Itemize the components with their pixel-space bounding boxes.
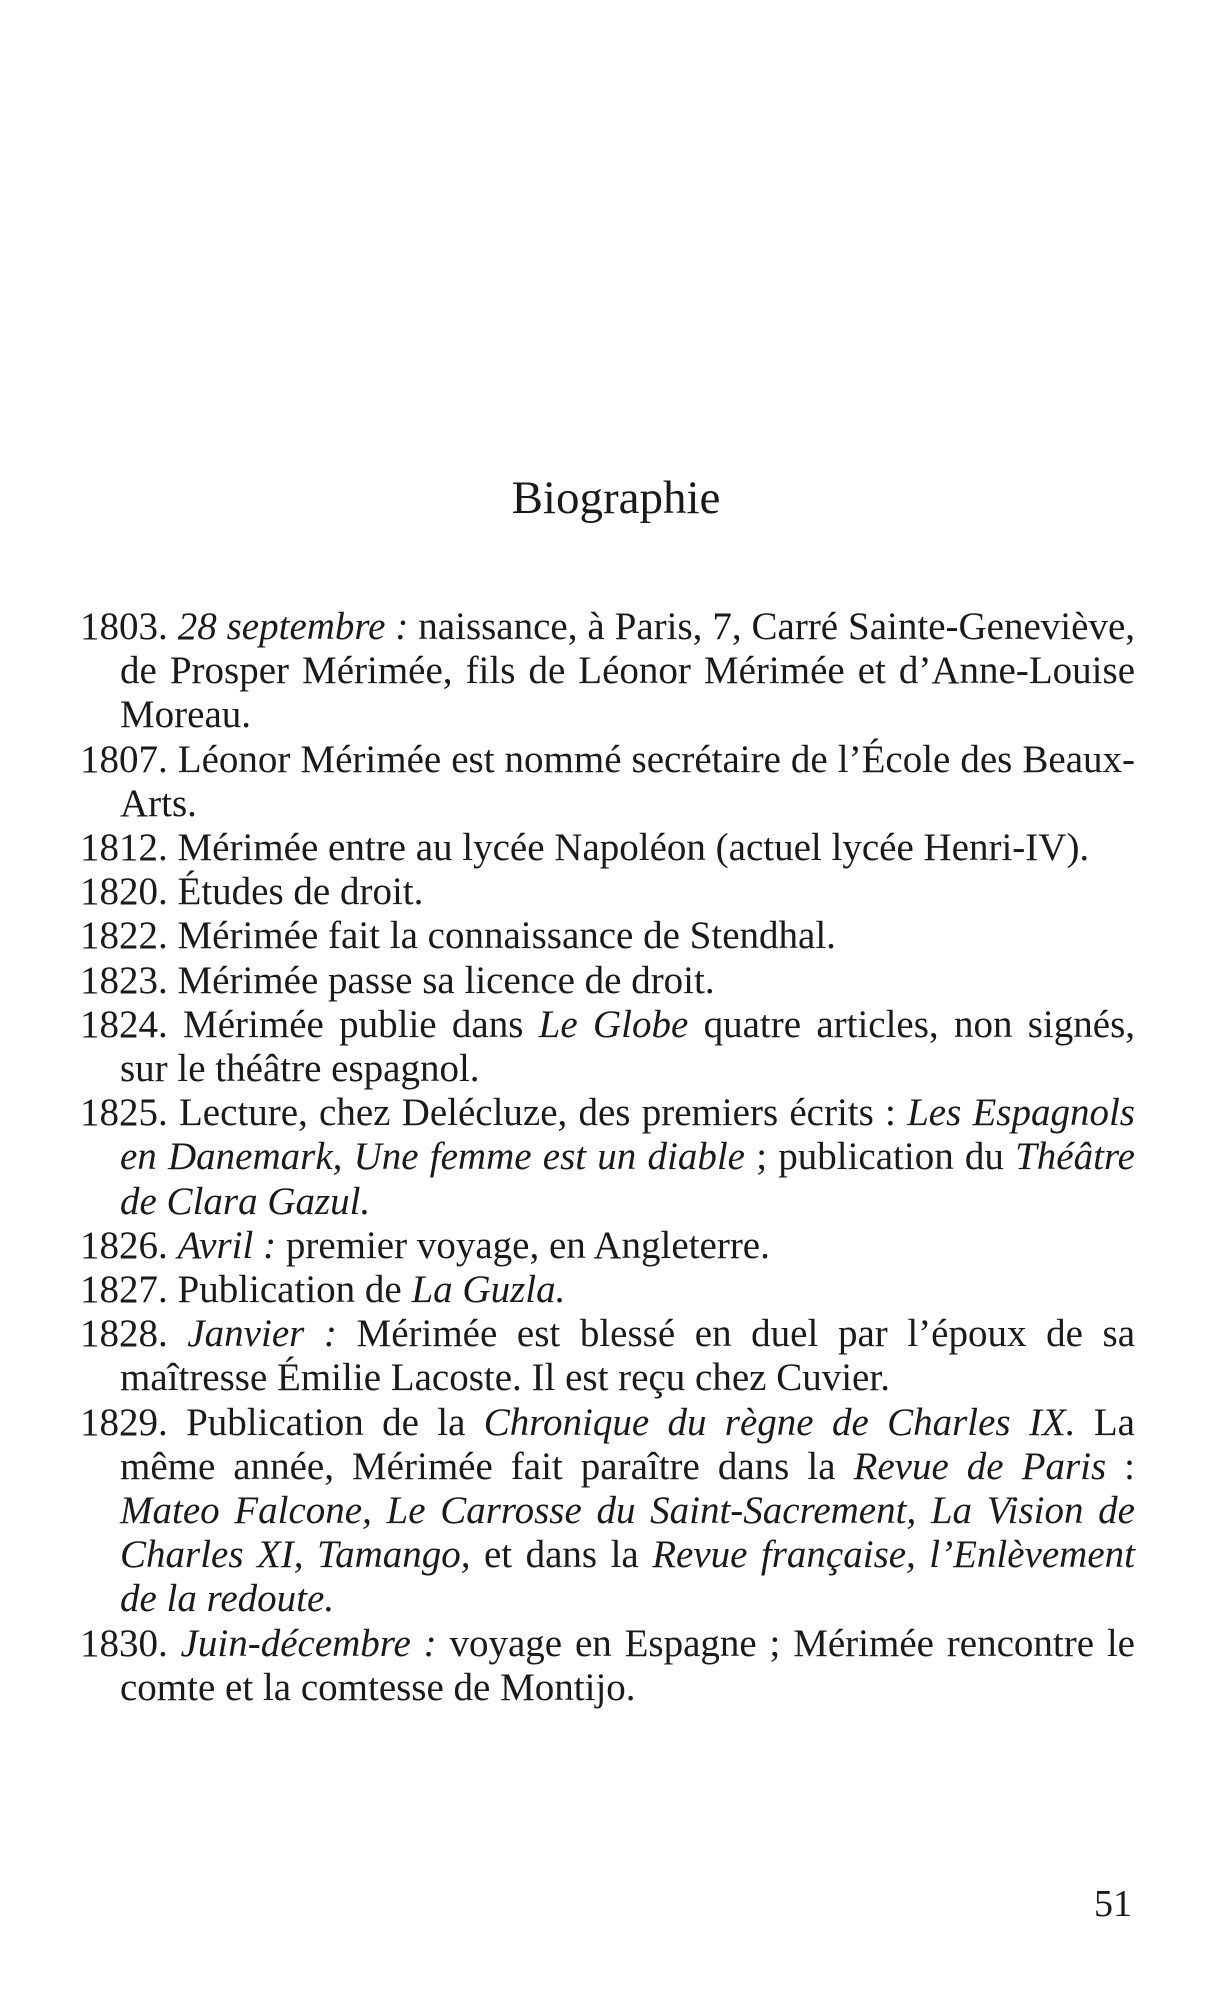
biography-entry bbox=[80, 1091, 1135, 1224]
biography-entry bbox=[80, 870, 1135, 914]
biography-entry bbox=[80, 605, 1135, 738]
biography-entry bbox=[80, 1003, 1135, 1091]
entry-text: Publication de bbox=[177, 1268, 412, 1312]
entry-text: Études de droit. bbox=[177, 870, 424, 914]
entry-text: ; publication du bbox=[744, 1135, 1016, 1179]
biography-entry bbox=[80, 959, 1135, 1003]
entry-year: 1820. bbox=[80, 870, 168, 914]
page-number: 51 bbox=[1094, 1883, 1132, 1925]
biography-entry bbox=[80, 1622, 1135, 1710]
entry-text-italic: Le Globe bbox=[538, 1002, 689, 1046]
entry-text: Mérimée passe sa licence de droit. bbox=[177, 958, 715, 1002]
entry-text: naissance, à Paris, 7, Carré Sainte-Geneviève, de Prosper Mérimée, fils de Léonor Mérimée et d’Anne-Louise Moreau. bbox=[120, 605, 1136, 737]
entry-text-italic: Avril : bbox=[177, 1223, 277, 1267]
entry-text: Lecture, chez Delécluze, des premiers écrits : bbox=[178, 1091, 908, 1135]
entry-year: 1825. bbox=[80, 1091, 168, 1135]
biography-entry bbox=[80, 1268, 1135, 1312]
biography-entry bbox=[80, 1224, 1135, 1268]
entry-year: 1822. bbox=[80, 914, 168, 958]
page-title: Biographie bbox=[511, 472, 721, 524]
entry-text-italic: La Guzla. bbox=[411, 1268, 566, 1312]
entry-text-italic: Théâtre de Clara Gazul. bbox=[120, 1135, 1135, 1223]
entry-text-italic: Revue de Paris bbox=[853, 1444, 1107, 1488]
entry-year: 1829. bbox=[80, 1400, 168, 1444]
entry-year: 1803. bbox=[80, 605, 168, 648]
entry-year: 1826. bbox=[80, 1223, 168, 1267]
entry-text: : bbox=[1106, 1444, 1135, 1488]
entry-text-italic: Les Espagnols en Danemark, Une femme est un diable bbox=[120, 1091, 1135, 1179]
entry-year: 1812. bbox=[80, 826, 168, 870]
entry-text: Publication de la bbox=[186, 1400, 484, 1444]
entry-text: La même année, Mérimée fait paraître dans la bbox=[120, 1400, 1135, 1488]
entry-text-italic: Juin-décembre : bbox=[180, 1621, 437, 1665]
entry-text-italic: Mateo Falcone, Le Carrosse du Saint-Sacrement, La Vision de Charles XI, Tamango, bbox=[120, 1489, 1135, 1577]
entry-year: 1830. bbox=[80, 1621, 168, 1665]
entry-year: 1824. bbox=[80, 1002, 168, 1046]
entry-year: 1823. bbox=[80, 958, 168, 1002]
entry-text: Mérimée fait la connaissance de Stendhal. bbox=[177, 914, 836, 958]
entry-year: 1828. bbox=[80, 1312, 168, 1356]
biography-entry bbox=[80, 826, 1135, 870]
entry-text: et dans la bbox=[470, 1533, 653, 1577]
biography-entry bbox=[80, 914, 1135, 958]
entry-text-italic: Janvier : bbox=[187, 1312, 337, 1356]
entry-text-italic: Revue française, l’Enlèvement de la redoute. bbox=[120, 1533, 1135, 1621]
entry-text: Léonor Mérimée est nommé secrétaire de l’École des Beaux-Arts. bbox=[120, 737, 1136, 825]
biography-entry bbox=[80, 1401, 1135, 1622]
entry-text-italic: Chronique du règne de Charles IX. bbox=[483, 1400, 1076, 1444]
entry-text: Mérimée est blessé en duel par l’époux de sa maîtresse Émilie Lacoste. Il est reçu chez Cuvier. bbox=[120, 1312, 1136, 1400]
biography-entry bbox=[80, 1312, 1135, 1400]
entry-year: 1827. bbox=[80, 1268, 168, 1312]
biography-list bbox=[80, 605, 1135, 1710]
entry-text: Mérimée publie dans bbox=[183, 1002, 539, 1046]
entry-text: Mérimée entre au lycée Napoléon (actuel lycée Henri-IV). bbox=[177, 826, 1090, 870]
entry-text: voyage en Espagne ; Mérimée rencontre le comte et la comtesse de Montijo. bbox=[120, 1621, 1135, 1709]
entry-text-italic: 28 septembre : bbox=[177, 605, 409, 648]
biography-entry bbox=[80, 738, 1135, 826]
entry-text: quatre articles, non signés, sur le théâtre espagnol. bbox=[120, 1002, 1136, 1091]
entry-text: premier voyage, en Angleterre. bbox=[276, 1223, 770, 1267]
entry-year: 1807. bbox=[80, 737, 168, 781]
